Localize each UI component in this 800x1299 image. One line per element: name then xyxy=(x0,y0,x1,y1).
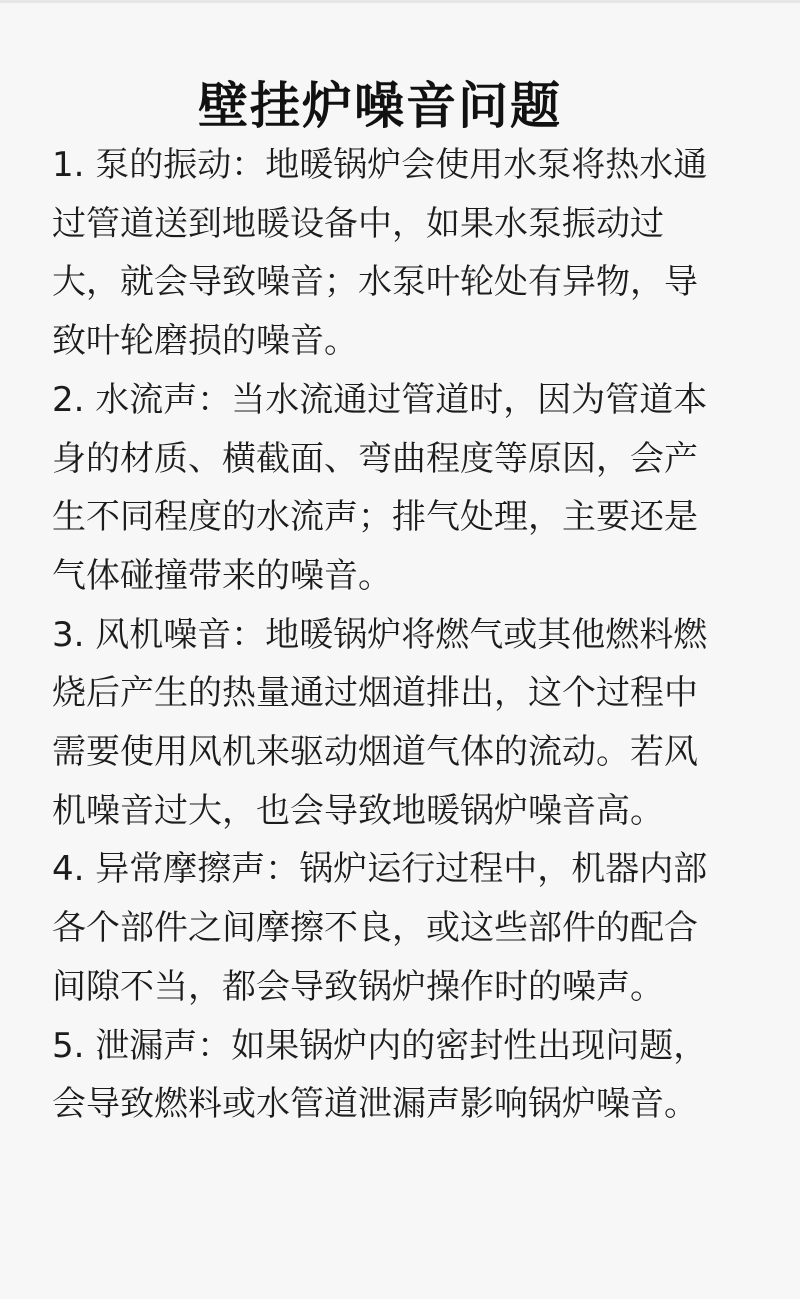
text-line: 气体碰撞带来的噪音。 xyxy=(52,555,392,596)
text-line: 烧后产生的热量通过烟道排出，这个过程中 xyxy=(52,673,698,714)
text-line: 过管道送到地暖设备中，如果水泵振动过 xyxy=(52,203,664,244)
list-item-4 xyxy=(52,840,742,1016)
list-item-1 xyxy=(52,136,742,371)
text-line: 大，就会导致噪音；水泵叶轮处有异物，导 xyxy=(52,262,698,303)
text-line: 4. 异常摩擦声：锅炉运行过程中，机器内部 xyxy=(52,849,708,890)
list-item-3 xyxy=(52,606,742,841)
text-line: 各个部件之间摩擦不良，或这些部件的配合 xyxy=(52,908,698,949)
text-line: 会导致燃料或水管道泄漏声影响锅炉噪音。 xyxy=(52,1084,698,1125)
text-line: 生不同程度的水流声；排气处理，主要还是 xyxy=(52,497,698,538)
list-item-5 xyxy=(52,1017,742,1134)
text-line: 间隙不当，都会导致锅炉操作时的噪声。 xyxy=(52,966,664,1007)
text-line: 2. 水流声：当水流通过管道时，因为管道本 xyxy=(52,379,708,420)
text-line: 1. 泵的振动：地暖锅炉会使用水泵将热水通 xyxy=(52,145,708,185)
text-line: 5. 泄漏声：如果锅炉内的密封性出现问题， xyxy=(52,1025,708,1066)
list-item-2 xyxy=(52,371,742,606)
text-line: 机噪音过大，也会导致地暖锅炉噪音高。 xyxy=(52,790,664,831)
text-line: 致叶轮磨损的噪音。 xyxy=(52,321,358,362)
text-line: 需要使用风机来驱动烟道气体的流动。若风 xyxy=(52,732,698,773)
top-divider xyxy=(0,0,800,3)
item-list xyxy=(52,136,742,1134)
text-line: 3. 风机噪音：地暖锅炉将燃气或其他燃料燃 xyxy=(52,614,708,655)
text-line: 身的材质、横截面、弯曲程度等原因，会产 xyxy=(52,438,698,479)
page-title: 壁挂炉噪音问题 xyxy=(198,76,562,135)
